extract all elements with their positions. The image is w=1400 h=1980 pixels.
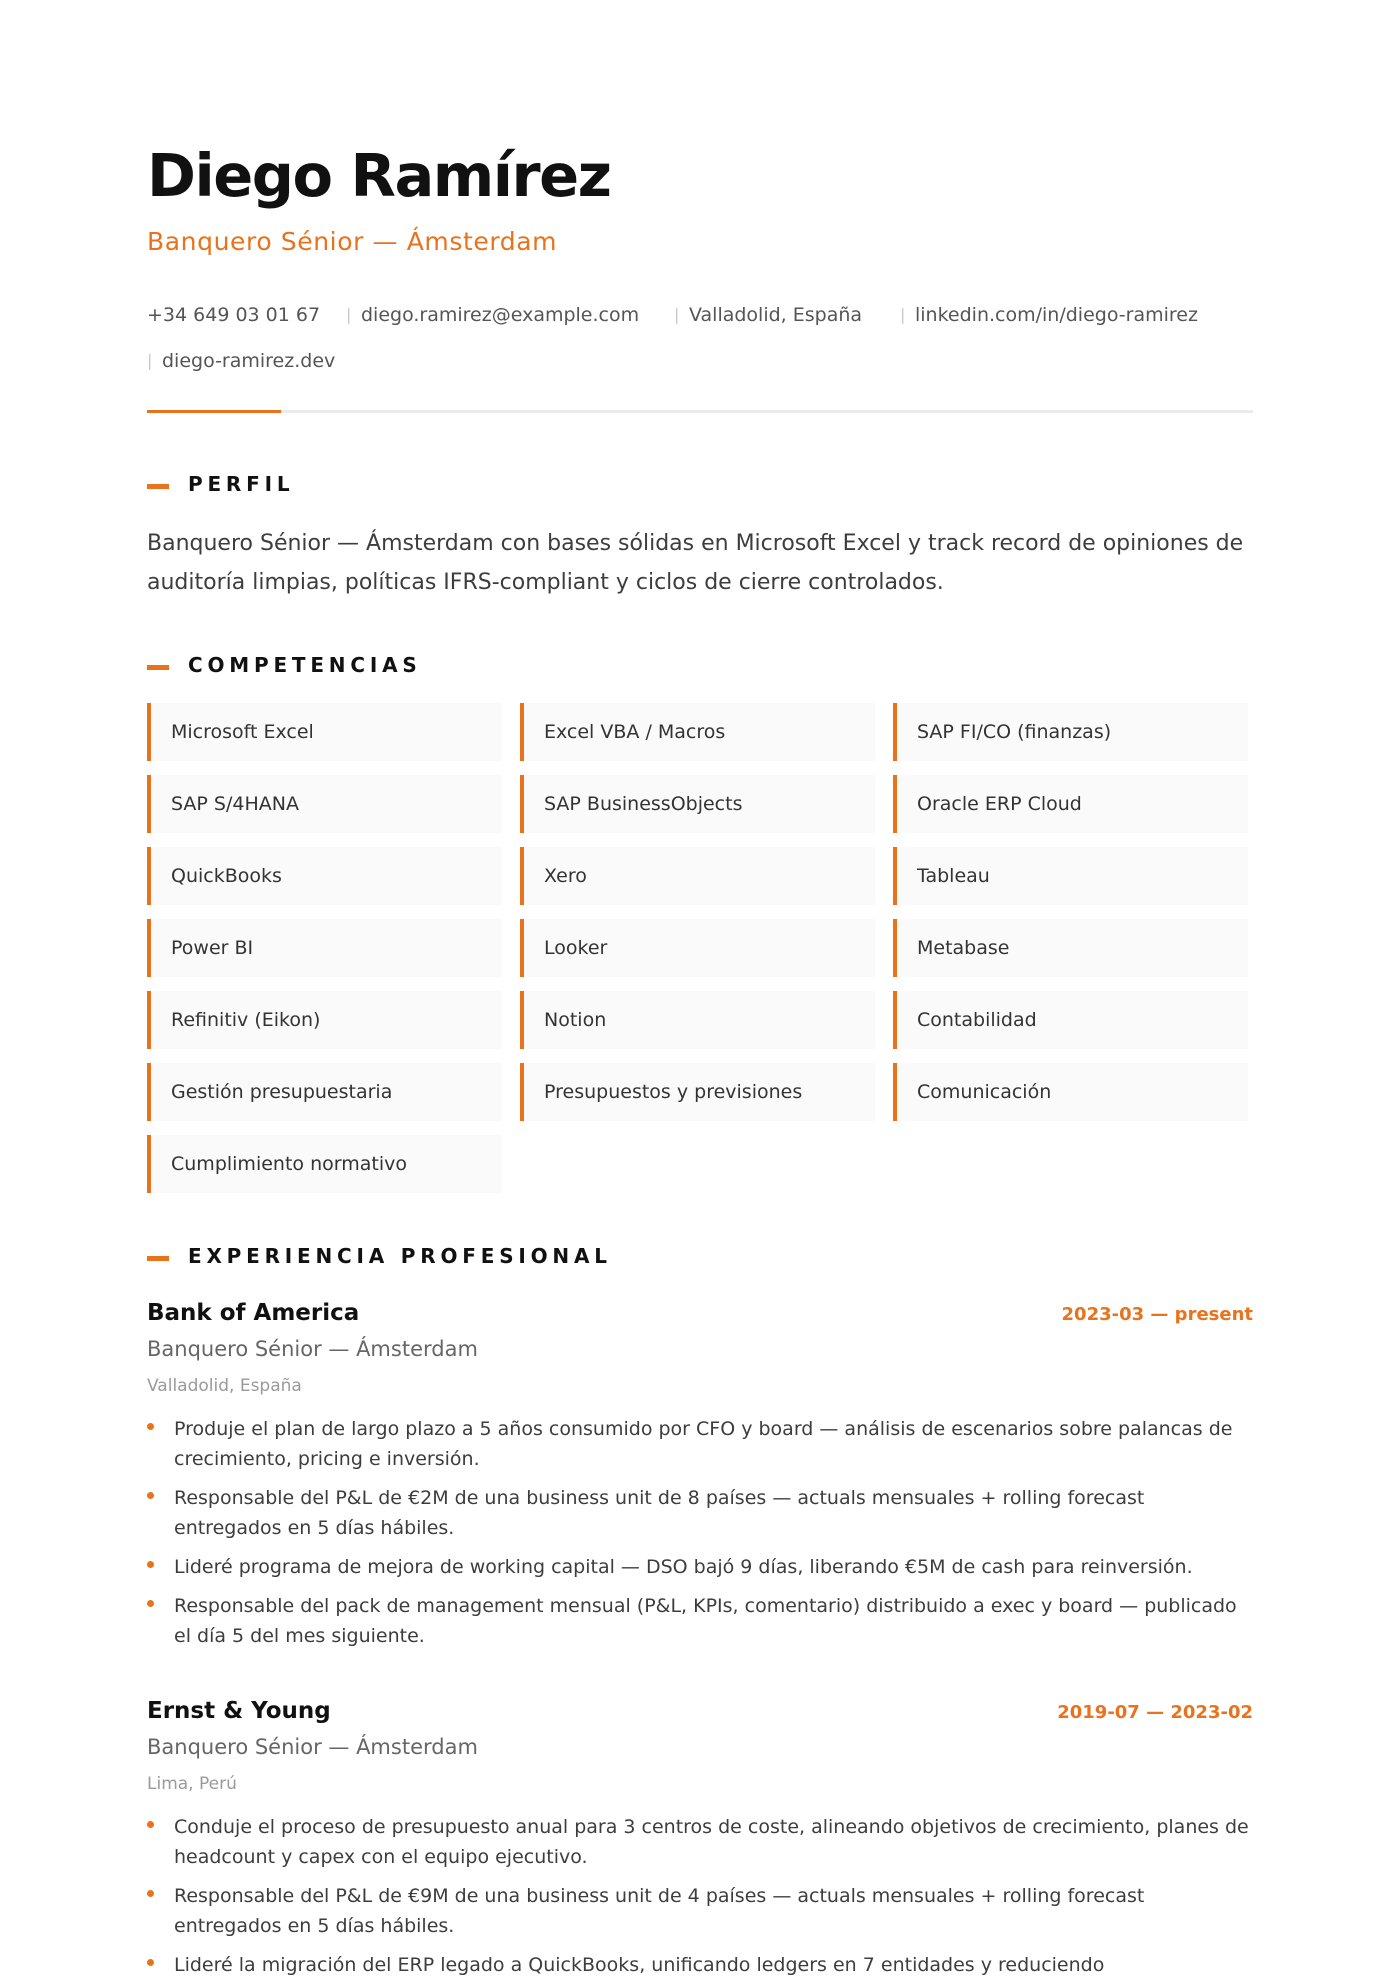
skill-chip [147, 703, 502, 761]
bullet-text: Conduje el proceso de presupuesto anual para 3 centros de coste, alineando objetivos de crecimiento, planes de headcount y capex con el equipo ejecutivo. [174, 1816, 1249, 1868]
skill-label: Presupuestos y previsiones [544, 1081, 803, 1103]
skill-chip [893, 703, 1248, 761]
skill-label: SAP BusinessObjects [544, 793, 743, 815]
job-dates: 2019-07 — 2023-02 [1057, 1702, 1253, 1723]
job-bullet [147, 1552, 1253, 1582]
bullet-dot-icon [147, 1423, 154, 1430]
skill-label: Contabilidad [917, 1009, 1037, 1031]
header-divider [147, 410, 1253, 413]
skill-label: Notion [544, 1009, 607, 1031]
candidate-headline: Banquero Sénior — Ámsterdam [147, 227, 558, 256]
bullet-text: Responsable del P&L de €2M de una business unit de 8 países — actuals mensuales + rolling forecast entregados en 5 días hábiles. [174, 1487, 1145, 1539]
skill-chip [893, 775, 1248, 833]
header-divider-accent [147, 410, 281, 413]
skill-chip [520, 919, 875, 977]
skill-label: QuickBooks [171, 865, 282, 887]
job-company: Ernst & Young [147, 1698, 331, 1724]
skill-chip [520, 775, 875, 833]
contact-location: Valladolid, España [689, 304, 863, 326]
bullet-text: Lideré la migración del ERP legado a QuickBooks, unificando ledgers en 7 entidades y reduciendo [174, 1954, 1105, 1976]
job-bullet [147, 1812, 1253, 1872]
bullet-text: Responsable del P&L de €9M de una business unit de 4 países — actuals mensuales + rolling forecast entregados en 5 días hábiles. [174, 1885, 1145, 1937]
job-bullet [147, 1483, 1253, 1543]
skill-chip [893, 919, 1248, 977]
job-bullet [147, 1881, 1253, 1941]
contact-linkedin[interactable]: linkedin.com/in/diego-ramirez [915, 304, 1198, 326]
skill-label: Cumplimiento normativo [171, 1153, 407, 1175]
contact-website[interactable]: diego-ramirez.dev [162, 350, 336, 372]
skill-label: SAP S/4HANA [171, 793, 299, 815]
job-role: Banquero Sénior — Ámsterdam [147, 1735, 478, 1759]
bullet-text: Lideré programa de mejora de working capital — DSO bajó 9 días, liberando €5M de cash para reinversión. [174, 1556, 1193, 1578]
bullet-text: Produje el plan de largo plazo a 5 años consumido por CFO y board — análisis de escenarios sobre palancas de crecimiento, pricing e inversión. [174, 1418, 1233, 1470]
contact-separator: | [147, 351, 153, 370]
profile-summary: Banquero Sénior — Ámsterdam con bases sólidas en Microsoft Excel y track record de opiniones de auditoría limpias, políticas IFRS-compliant y ciclos de cierre controlados. [147, 531, 1244, 595]
job-bullet [147, 1950, 1253, 1980]
skill-chip [147, 775, 502, 833]
skill-label: Gestión presupuestaria [171, 1081, 393, 1103]
contact-separator: | [346, 305, 352, 324]
skill-chip [147, 847, 502, 905]
job-company: Bank of America [147, 1300, 360, 1326]
skill-chip [893, 1063, 1248, 1121]
job-role: Banquero Sénior — Ámsterdam [147, 1337, 478, 1361]
section-label: PERFIL [188, 472, 295, 496]
skill-chip [520, 703, 875, 761]
contact-separator: | [674, 305, 680, 324]
bullet-dot-icon [147, 1890, 154, 1897]
skill-chip [147, 919, 502, 977]
candidate-name: Diego Ramírez [147, 141, 611, 210]
section-marker [147, 484, 169, 489]
skill-label: Tableau [917, 865, 990, 887]
skill-chip [520, 847, 875, 905]
skill-chip [893, 847, 1248, 905]
skill-label: Power BI [171, 937, 254, 959]
skill-label: Looker [544, 937, 608, 959]
section-marker [147, 1256, 169, 1261]
contact-separator: | [900, 305, 906, 324]
skill-label: SAP FI/CO (finanzas) [917, 721, 1112, 743]
skill-chip [147, 1063, 502, 1121]
bullet-dot-icon [147, 1492, 154, 1499]
section-marker [147, 665, 169, 670]
skill-chip [520, 991, 875, 1049]
section-label: EXPERIENCIA PROFESIONAL [188, 1244, 612, 1268]
skill-label: Excel VBA / Macros [544, 721, 726, 743]
skill-label: Metabase [917, 937, 1010, 959]
job-bullet [147, 1591, 1253, 1651]
job-dates: 2023-03 — present [1061, 1304, 1253, 1325]
skill-label: Refinitiv (Eikon) [171, 1009, 321, 1031]
skill-chip [520, 1063, 875, 1121]
job-location: Valladolid, España [147, 1376, 302, 1396]
job-location: Lima, Perú [147, 1774, 237, 1794]
section-label: COMPETENCIAS [188, 653, 422, 677]
job-bullets [147, 1812, 1253, 1980]
bullet-dot-icon [147, 1600, 154, 1607]
skill-label: Comunicación [917, 1081, 1052, 1103]
job-bullets [147, 1414, 1253, 1660]
bullet-text: Responsable del pack de management mensual (P&L, KPIs, comentario) distribuido a exec y board — publicado el día 5 del mes siguiente. [174, 1595, 1237, 1647]
skill-chip [147, 991, 502, 1049]
job-bullet [147, 1414, 1253, 1474]
skill-label: Xero [544, 865, 587, 887]
skill-label: Oracle ERP Cloud [917, 793, 1082, 815]
skill-chip [147, 1135, 502, 1193]
bullet-dot-icon [147, 1821, 154, 1828]
contact-email[interactable]: diego.ramirez@example.com [361, 304, 640, 326]
skill-chip [893, 991, 1248, 1049]
bullet-dot-icon [147, 1561, 154, 1568]
contact-phone: +34 649 03 01 67 [147, 304, 321, 326]
skill-label: Microsoft Excel [171, 721, 314, 743]
bullet-dot-icon [147, 1959, 154, 1966]
